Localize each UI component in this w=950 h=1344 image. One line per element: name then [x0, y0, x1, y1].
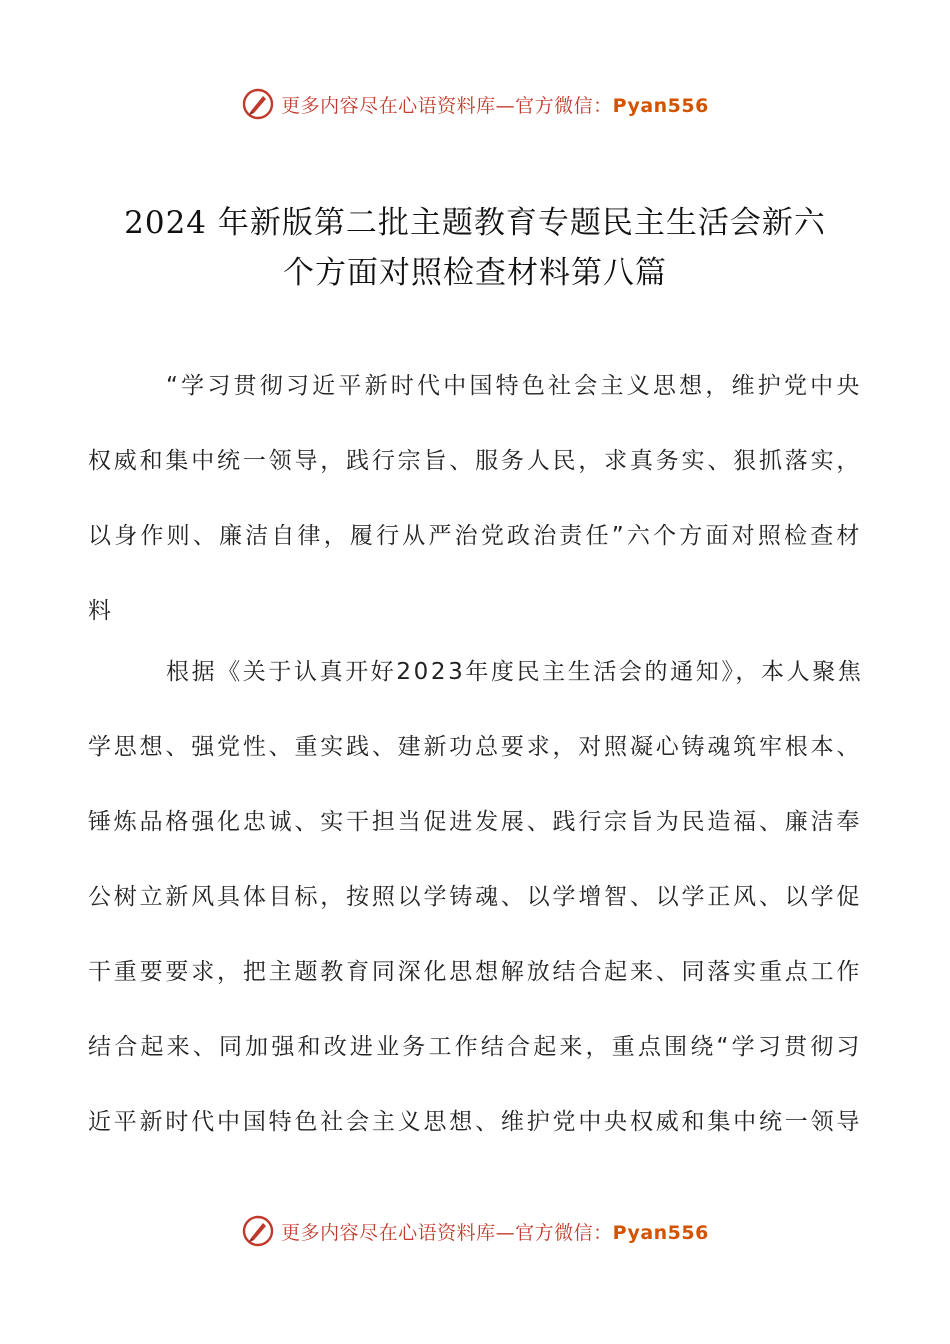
pen-circle-icon: [241, 1214, 275, 1248]
paragraph-1: [88, 360, 862, 660]
footer-banner: [0, 1211, 950, 1251]
paragraph-line: 料: [88, 598, 114, 624]
banner-text: [281, 1218, 709, 1245]
banner-label: 更多内容尽在心语资料库—官方微信：: [281, 1221, 613, 1244]
title-line-2: 个方面对照检查材料第八篇: [283, 255, 667, 291]
document-title: [60, 198, 890, 298]
header-banner: [0, 84, 950, 124]
paragraph-line: 锤炼品格强化忠诚、实干担当促进发展、践行宗旨为民造福、廉洁奉: [88, 809, 862, 835]
title-line-1: 2024 年新版第二批主题教育专题民主生活会新六: [124, 205, 826, 241]
paragraph-2: [88, 646, 862, 1171]
paragraph-line: 根据《关于认真开好2023年度民主生活会的通知》，本人聚焦: [166, 659, 864, 685]
paragraph-line: 干重要要求，把主题教育同深化思想解放结合起来、同落实重点工作: [88, 959, 862, 985]
paragraph-line: 权威和集中统一领导，践行宗旨、服务人民，求真务实、狠抓落实，: [88, 448, 862, 474]
banner-text: [281, 91, 709, 118]
paragraph-line: 结合起来、同加强和改进业务工作结合起来，重点围绕“学习贯彻习: [88, 1034, 862, 1060]
paragraph-line: “学习贯彻习近平新时代中国特色社会主义思想，维护党中央: [166, 373, 862, 399]
banner-label: 更多内容尽在心语资料库—官方微信：: [281, 94, 613, 117]
pen-circle-icon: [241, 87, 275, 121]
paragraph-line: 近平新时代中国特色社会主义思想、维护党中央权威和集中统一领导: [88, 1109, 862, 1135]
paragraph-line: 以身作则、廉洁自律，履行从严治党政治责任”六个方面对照检查材: [88, 523, 862, 549]
banner-handle: Pyan556: [612, 1221, 709, 1244]
paragraph-line: 公树立新风具体目标，按照以学铸魂、以学增智、以学正风、以学促: [88, 884, 862, 910]
banner-handle: Pyan556: [612, 94, 709, 117]
paragraph-line: 学思想、强党性、重实践、建新功总要求，对照凝心铸魂筑牢根本、: [88, 734, 862, 760]
